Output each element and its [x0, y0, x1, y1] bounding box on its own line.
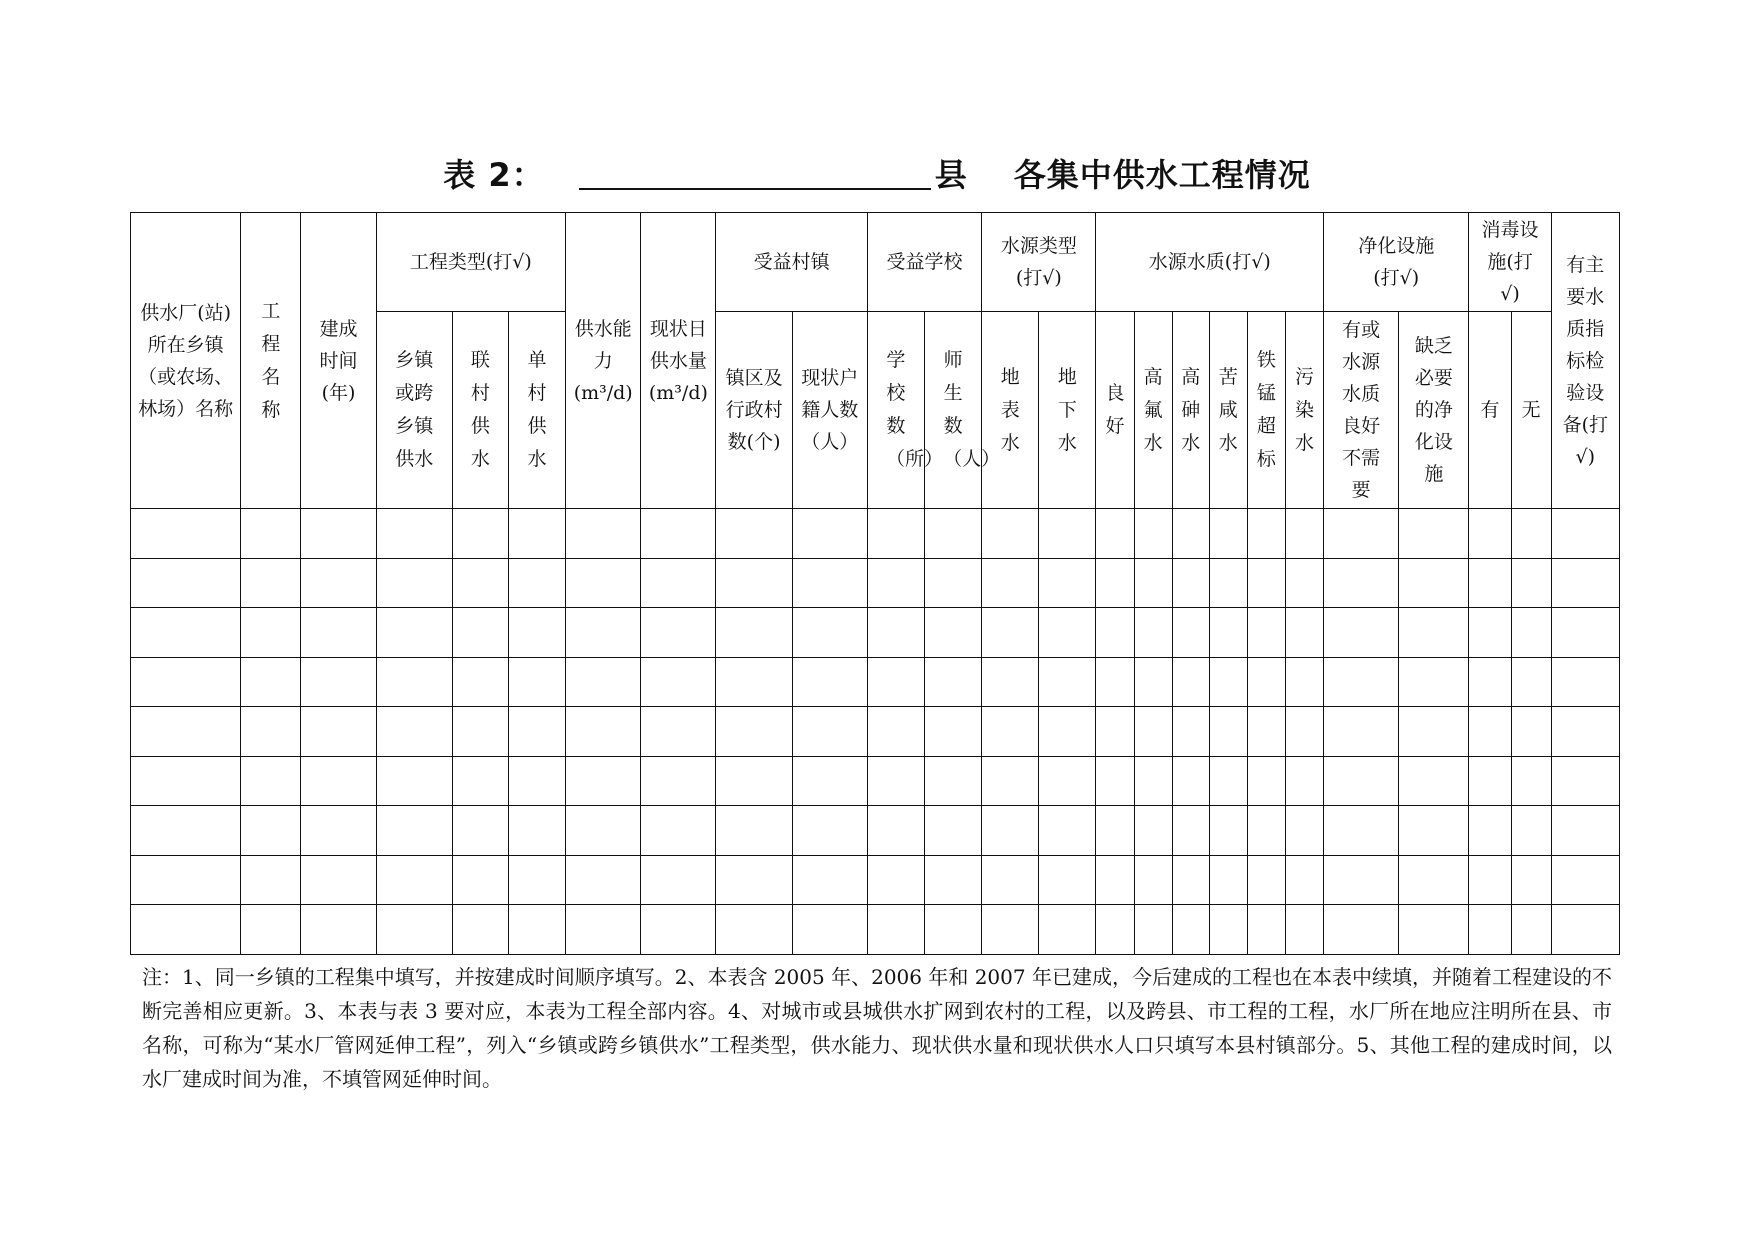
table-cell[interactable]	[1247, 707, 1285, 757]
table-cell[interactable]	[241, 855, 301, 905]
table-cell[interactable]	[867, 756, 924, 806]
table-row	[131, 905, 1620, 955]
table-cell[interactable]	[1247, 657, 1285, 707]
table-cell[interactable]	[1247, 558, 1285, 608]
table-cell[interactable]	[301, 558, 376, 608]
table-cell[interactable]	[925, 509, 982, 559]
table-cell[interactable]	[1285, 558, 1323, 608]
table-cell[interactable]	[1247, 806, 1285, 856]
table-cell[interactable]	[1285, 806, 1323, 856]
table-cell[interactable]	[1399, 509, 1469, 559]
table-cell[interactable]	[1324, 558, 1399, 608]
table-cell[interactable]	[452, 806, 508, 856]
table-cell[interactable]	[1096, 905, 1134, 955]
header-school-count: 学校数（所）	[867, 312, 924, 509]
title-prefix: 表 2：	[443, 156, 545, 194]
table-cell[interactable]	[1469, 707, 1511, 757]
table-cell[interactable]	[982, 806, 1039, 856]
table-cell[interactable]	[131, 855, 241, 905]
table-cell[interactable]	[1324, 707, 1399, 757]
table-row	[131, 657, 1620, 707]
table-cell[interactable]	[1209, 558, 1247, 608]
table-cell[interactable]	[1399, 855, 1469, 905]
table-cell[interactable]	[566, 657, 641, 707]
table-cell[interactable]	[1096, 707, 1134, 757]
table-cell[interactable]	[131, 756, 241, 806]
table-cell[interactable]	[641, 806, 716, 856]
header-quality-iron-mn: 铁锰超标	[1247, 312, 1285, 509]
table-cell[interactable]	[1096, 558, 1134, 608]
table-cell[interactable]	[1285, 905, 1323, 955]
table-row	[131, 558, 1620, 608]
table-cell[interactable]	[376, 756, 452, 806]
table-cell[interactable]	[131, 558, 241, 608]
table-cell[interactable]	[641, 707, 716, 757]
table-cell[interactable]	[1096, 756, 1134, 806]
table-cell[interactable]	[1209, 608, 1247, 658]
table-cell[interactable]	[1551, 855, 1619, 905]
table-cell[interactable]	[1551, 756, 1619, 806]
footnote: 注：1、同一乡镇的工程集中填写，并按建成时间顺序填写。2、本表含 2005 年、2006 年和 2007 年已建成，今后建成的工程也在本表中续填，并随着工程建设的不断完善相应更新。3、本表与表 3 要对应，本表为工程全部内容。4、对城市或县城供水扩网到农村的工程，以及跨县、市工程的工程，水厂所在地应注明所在县、市名称，可称为“某水厂管网延伸工程”，列入“乡镇或跨乡镇供水”工程类型，供水能力、现状供水量和现状供水人口只填写本县村镇部分。5、其他工程的建成时间，以水厂建成时间为准，不填管网延伸时间。	[142, 965, 1612, 1091]
table-cell[interactable]	[1324, 855, 1399, 905]
table-cell[interactable]	[792, 855, 867, 905]
table-cell[interactable]	[301, 905, 376, 955]
table-cell[interactable]	[452, 608, 508, 658]
water-supply-table	[130, 212, 1620, 955]
table-cell[interactable]	[566, 509, 641, 559]
title-main: 各集中供水工程情况	[1013, 156, 1311, 194]
table-cell[interactable]	[1469, 657, 1511, 707]
table-cell[interactable]	[131, 905, 241, 955]
table-cell[interactable]	[982, 657, 1039, 707]
table-cell[interactable]	[376, 509, 452, 559]
table-cell[interactable]	[1551, 905, 1619, 955]
table-cell[interactable]	[241, 509, 301, 559]
table-cell[interactable]	[1172, 707, 1209, 757]
header-disinfection: 消毒设施(打√)	[1469, 213, 1551, 312]
table-cell[interactable]	[1399, 558, 1469, 608]
table-cell[interactable]	[641, 558, 716, 608]
table-cell[interactable]	[792, 905, 867, 955]
table-cell[interactable]	[1209, 905, 1247, 955]
table-cell[interactable]	[1247, 509, 1285, 559]
table-cell[interactable]	[452, 855, 508, 905]
table-cell[interactable]	[1039, 657, 1096, 707]
header-type-single-village: 单村供水	[508, 312, 565, 509]
table-cell[interactable]	[376, 657, 452, 707]
table-cell[interactable]	[1134, 707, 1172, 757]
table-cell[interactable]	[508, 707, 565, 757]
table-cell[interactable]	[131, 509, 241, 559]
table-cell[interactable]	[925, 756, 982, 806]
table-cell[interactable]	[241, 608, 301, 658]
table-row	[131, 608, 1620, 658]
table-cell[interactable]	[1039, 558, 1096, 608]
table-cell[interactable]	[566, 608, 641, 658]
table-cell[interactable]	[241, 756, 301, 806]
table-cell[interactable]	[1551, 806, 1619, 856]
table-cell[interactable]	[867, 707, 924, 757]
table-cell[interactable]	[301, 608, 376, 658]
table-cell[interactable]	[508, 558, 565, 608]
table-cell[interactable]	[792, 608, 867, 658]
table-cell[interactable]	[1511, 806, 1551, 856]
table-cell[interactable]	[1172, 657, 1209, 707]
header-ground-water: 地下水	[1039, 312, 1096, 509]
table-cell[interactable]	[1247, 905, 1285, 955]
table-cell[interactable]	[566, 756, 641, 806]
table-cell[interactable]	[1172, 756, 1209, 806]
table-cell[interactable]	[1134, 558, 1172, 608]
title-county: 县	[934, 156, 968, 194]
table-cell[interactable]	[1172, 509, 1209, 559]
table-cell[interactable]	[1551, 608, 1619, 658]
table-cell[interactable]	[792, 509, 867, 559]
table-cell[interactable]	[716, 855, 792, 905]
table-cell[interactable]	[508, 855, 565, 905]
table-cell[interactable]	[1551, 657, 1619, 707]
header-capacity: 供水能力(m³/d)	[566, 213, 641, 509]
table-cell[interactable]	[641, 905, 716, 955]
table-cell[interactable]	[1511, 657, 1551, 707]
header-pur-not-needed: 有或水源水质良好不需要	[1324, 312, 1399, 509]
table-cell[interactable]	[716, 707, 792, 757]
table-cell[interactable]	[1134, 657, 1172, 707]
table-cell[interactable]	[867, 855, 924, 905]
table-cell[interactable]	[1209, 657, 1247, 707]
table-cell[interactable]	[1096, 509, 1134, 559]
table-cell[interactable]	[925, 806, 982, 856]
table-cell[interactable]	[1511, 608, 1551, 658]
table-cell[interactable]	[452, 657, 508, 707]
table-cell[interactable]	[982, 756, 1039, 806]
table-cell[interactable]	[1209, 509, 1247, 559]
table-cell[interactable]	[716, 558, 792, 608]
table-cell[interactable]	[1285, 707, 1323, 757]
table-cell[interactable]	[1324, 806, 1399, 856]
table-cell[interactable]	[376, 707, 452, 757]
header-quality-polluted: 污染水	[1285, 312, 1323, 509]
table-cell[interactable]	[1039, 707, 1096, 757]
table-cell[interactable]	[301, 806, 376, 856]
table-cell[interactable]	[566, 806, 641, 856]
table-cell[interactable]	[867, 558, 924, 608]
table-cell[interactable]	[508, 657, 565, 707]
table-cell[interactable]	[508, 509, 565, 559]
table-cell[interactable]	[641, 756, 716, 806]
table-cell[interactable]	[1469, 756, 1511, 806]
table-cell[interactable]	[1399, 905, 1469, 955]
table-cell[interactable]	[716, 806, 792, 856]
table-cell[interactable]	[1511, 855, 1551, 905]
table-cell[interactable]	[241, 905, 301, 955]
header-project-name: 工程名称	[241, 213, 301, 509]
table-cell[interactable]	[925, 707, 982, 757]
table-cell[interactable]	[1285, 756, 1323, 806]
table-cell[interactable]	[1172, 608, 1209, 658]
table-cell[interactable]	[792, 806, 867, 856]
table-cell[interactable]	[241, 657, 301, 707]
table-cell[interactable]	[925, 558, 982, 608]
table-cell[interactable]	[867, 608, 924, 658]
table-cell[interactable]	[925, 905, 982, 955]
header-resident-pop: 现状户籍人数（人）	[792, 312, 867, 509]
table-cell[interactable]	[566, 855, 641, 905]
table-cell[interactable]	[867, 905, 924, 955]
table-cell[interactable]	[1247, 855, 1285, 905]
header-built-time: 建成时间(年)	[301, 213, 376, 509]
table-cell[interactable]	[1096, 855, 1134, 905]
table-cell[interactable]	[1511, 558, 1551, 608]
table-cell[interactable]	[982, 905, 1039, 955]
table-cell[interactable]	[1285, 657, 1323, 707]
table-cell[interactable]	[1209, 756, 1247, 806]
table-cell[interactable]	[376, 905, 452, 955]
header-benefit-schools: 受益学校	[867, 213, 981, 312]
table-cell[interactable]	[508, 608, 565, 658]
table-cell[interactable]	[301, 756, 376, 806]
table-cell[interactable]	[241, 806, 301, 856]
county-name-blank[interactable]	[579, 158, 931, 190]
table-cell[interactable]	[641, 657, 716, 707]
table-cell[interactable]	[301, 855, 376, 905]
table-cell[interactable]	[301, 707, 376, 757]
table-cell[interactable]	[301, 509, 376, 559]
table-cell[interactable]	[376, 608, 452, 658]
table-row	[131, 707, 1620, 757]
header-daily-supply: 现状日供水量(m³/d)	[641, 213, 716, 509]
table-row	[131, 756, 1620, 806]
header-source-type: 水源类型(打√)	[982, 213, 1096, 312]
table-cell[interactable]	[1209, 806, 1247, 856]
table-cell[interactable]	[1039, 509, 1096, 559]
table-cell[interactable]	[566, 707, 641, 757]
table-cell[interactable]	[1551, 509, 1619, 559]
table-cell[interactable]	[641, 855, 716, 905]
table-cell[interactable]	[131, 657, 241, 707]
table-cell[interactable]	[867, 657, 924, 707]
table-cell[interactable]	[1511, 707, 1551, 757]
table-cell[interactable]	[1551, 707, 1619, 757]
table-cell[interactable]	[1324, 509, 1399, 559]
table-cell[interactable]	[867, 806, 924, 856]
header-type-multi-village: 联村供水	[452, 312, 508, 509]
table-cell[interactable]	[982, 558, 1039, 608]
header-quality-arsenic: 高砷水	[1172, 312, 1209, 509]
table-cell[interactable]	[452, 558, 508, 608]
table-cell[interactable]	[716, 756, 792, 806]
table-cell[interactable]	[925, 608, 982, 658]
table-cell[interactable]	[1209, 707, 1247, 757]
table-cell[interactable]	[1399, 657, 1469, 707]
table-cell[interactable]	[1134, 855, 1172, 905]
table-cell[interactable]	[376, 558, 452, 608]
table-cell[interactable]	[1096, 657, 1134, 707]
table-cell[interactable]	[1324, 608, 1399, 658]
table-cell[interactable]	[241, 707, 301, 757]
table-cell[interactable]	[452, 756, 508, 806]
table-cell[interactable]	[301, 657, 376, 707]
table-cell[interactable]	[925, 855, 982, 905]
header-quality-fluoride: 高氟水	[1134, 312, 1172, 509]
table-cell[interactable]	[982, 509, 1039, 559]
header-quality-good: 良好	[1096, 312, 1134, 509]
table-cell[interactable]	[641, 608, 716, 658]
table-cell[interactable]	[1511, 756, 1551, 806]
table-cell[interactable]	[131, 806, 241, 856]
table-cell[interactable]	[1551, 558, 1619, 608]
table-cell[interactable]	[1134, 905, 1172, 955]
table-cell[interactable]	[1469, 608, 1511, 658]
table-cell[interactable]	[867, 509, 924, 559]
table-cell[interactable]	[1324, 905, 1399, 955]
header-quality-brackish: 苦咸水	[1209, 312, 1247, 509]
table-cell[interactable]	[1096, 806, 1134, 856]
table-cell[interactable]	[716, 608, 792, 658]
table-cell[interactable]	[131, 608, 241, 658]
header-dis-no: 无	[1511, 312, 1551, 509]
table-cell[interactable]	[508, 756, 565, 806]
header-surface-water: 地表水	[982, 312, 1039, 509]
table-cell[interactable]	[1285, 509, 1323, 559]
data-rows	[131, 509, 1620, 955]
table-cell[interactable]	[452, 707, 508, 757]
table-cell[interactable]	[982, 707, 1039, 757]
table-cell[interactable]	[508, 905, 565, 955]
table-cell[interactable]	[1134, 806, 1172, 856]
table-cell[interactable]	[1039, 855, 1096, 905]
table-cell[interactable]	[1039, 905, 1096, 955]
header-project-type: 工程类型(打√)	[376, 213, 566, 312]
table-row	[131, 509, 1620, 559]
header-source-quality: 水源水质(打√)	[1096, 213, 1324, 312]
table-cell[interactable]	[982, 608, 1039, 658]
table-cell[interactable]	[792, 707, 867, 757]
table-cell[interactable]	[376, 806, 452, 856]
table-cell[interactable]	[792, 756, 867, 806]
table-row	[131, 806, 1620, 856]
table-cell[interactable]	[1096, 608, 1134, 658]
table-cell[interactable]	[241, 558, 301, 608]
table-cell[interactable]	[1469, 806, 1511, 856]
table-cell[interactable]	[1399, 608, 1469, 658]
table-cell[interactable]	[1172, 558, 1209, 608]
header-purification: 净化设施(打√)	[1324, 213, 1469, 312]
table-cell[interactable]	[1172, 855, 1209, 905]
header-type-town: 乡镇或跨乡镇供水	[376, 312, 452, 509]
table-cell[interactable]	[1324, 756, 1399, 806]
table-cell[interactable]	[1469, 855, 1511, 905]
table-cell[interactable]	[1469, 509, 1511, 559]
table-cell[interactable]	[1511, 905, 1551, 955]
table-cell[interactable]	[982, 855, 1039, 905]
table-cell[interactable]	[1399, 806, 1469, 856]
table-cell[interactable]	[376, 855, 452, 905]
header-villages-count: 镇区及行政村数(个)	[716, 312, 792, 509]
table-cell[interactable]	[1324, 657, 1399, 707]
table-row	[131, 855, 1620, 905]
table-cell[interactable]	[1134, 608, 1172, 658]
table-cell[interactable]	[566, 905, 641, 955]
table-cell[interactable]	[1039, 806, 1096, 856]
table-cell[interactable]	[716, 509, 792, 559]
header-teacher-student: 师生数（人）	[925, 312, 982, 509]
table-cell[interactable]	[641, 509, 716, 559]
table-cell[interactable]	[1399, 707, 1469, 757]
form-title	[0, 150, 1754, 196]
table-cell[interactable]	[1134, 509, 1172, 559]
table-cell[interactable]	[1172, 905, 1209, 955]
table-cell[interactable]	[1469, 905, 1511, 955]
table-cell[interactable]	[925, 657, 982, 707]
table-cell[interactable]	[1511, 509, 1551, 559]
table-cell[interactable]	[1285, 608, 1323, 658]
header-pur-lacking: 缺乏必要的净化设施	[1399, 312, 1469, 509]
table-cell[interactable]	[566, 558, 641, 608]
header-dis-yes: 有	[1469, 312, 1511, 509]
table-cell[interactable]	[1247, 756, 1285, 806]
header-benefit-villages: 受益村镇	[716, 213, 867, 312]
table-cell[interactable]	[1039, 608, 1096, 658]
header-lab-equipment: 有主要水质指标检验设备(打√)	[1551, 213, 1619, 509]
table-cell[interactable]	[792, 558, 867, 608]
table-cell[interactable]	[1469, 558, 1511, 608]
table-cell[interactable]	[1039, 756, 1096, 806]
table-cell[interactable]	[1247, 608, 1285, 658]
table-cell[interactable]	[452, 509, 508, 559]
table-cell[interactable]	[1172, 806, 1209, 856]
table-cell[interactable]	[1399, 756, 1469, 806]
table-cell[interactable]	[792, 657, 867, 707]
table-cell[interactable]	[508, 806, 565, 856]
table-cell[interactable]	[716, 657, 792, 707]
table-cell[interactable]	[1285, 855, 1323, 905]
table-cell[interactable]	[1209, 855, 1247, 905]
header-location: 供水厂(站)所在乡镇（或农场、林场）名称	[131, 213, 241, 509]
table-cell[interactable]	[452, 905, 508, 955]
table-cell[interactable]	[716, 905, 792, 955]
table-cell[interactable]	[1134, 756, 1172, 806]
table-cell[interactable]	[131, 707, 241, 757]
